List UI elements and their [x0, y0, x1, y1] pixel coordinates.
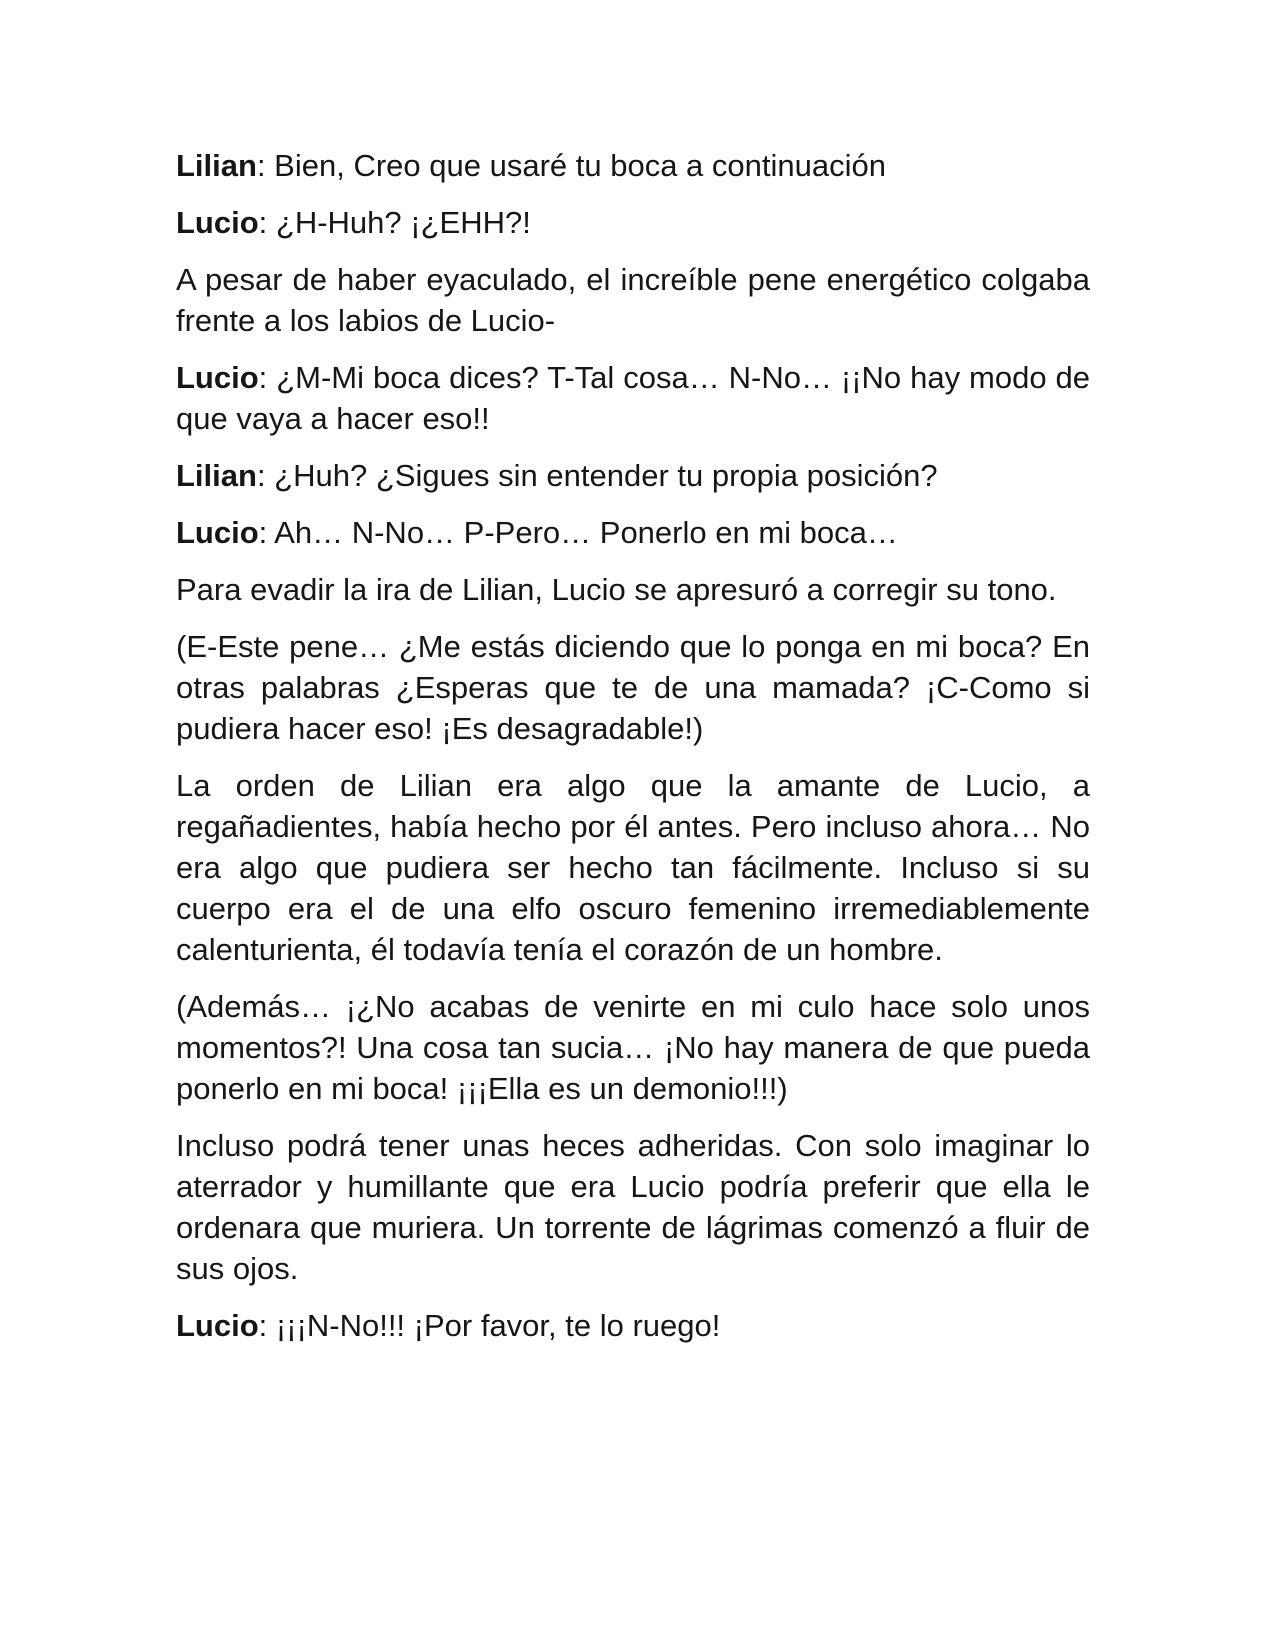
speaker-name: Lucio: [176, 1308, 259, 1343]
dialogue-text: : ¡¡¡N-No!!! ¡Por favor, te lo ruego!: [258, 1308, 721, 1343]
dialogue-text: : ¿Huh? ¿Sigues sin entender tu propia posición?: [256, 458, 938, 493]
speaker-name: Lilian: [176, 148, 257, 183]
dialogue-text: : ¿H-Huh? ¡¿EHH?!: [258, 205, 531, 240]
dialogue-line: [176, 455, 1090, 496]
speaker-name: Lucio: [176, 205, 259, 240]
narration-text: Incluso podrá tener unas heces adheridas. Con solo imaginar lo aterrador y humillante que era Lucio podría preferir que ella le ordenara que muriera. Un torrente de lágrimas comenzó a fluir de sus ojos.: [176, 1128, 1090, 1286]
narration-paragraph: [176, 259, 1090, 341]
thought-text: (Además… ¡¿No acabas de venirte en mi culo hace solo unos momentos?! Una cosa tan sucia… ¡No hay manera de que pueda ponerlo en mi boca! ¡¡¡Ella es un demonio!!!): [176, 989, 1090, 1106]
thought-text: (E-Este pene… ¿Me estás diciendo que lo ponga en mi boca? En otras palabras ¿Esperas que te de una mamada? ¡C-Como si pudiera hacer eso! ¡Es desagradable!): [176, 629, 1090, 746]
document-body: [176, 145, 1090, 1362]
narration-text: A pesar de haber eyaculado, el increíble pene energético colgaba frente a los labios de Lucio-: [176, 262, 1090, 338]
dialogue-text: : ¿M-Mi boca dices? T-Tal cosa… N-No… ¡¡No hay modo de que vaya a hacer eso!!: [176, 360, 1090, 436]
speaker-name: Lilian: [176, 458, 257, 493]
thought-paragraph: [176, 626, 1090, 749]
dialogue-line: [176, 357, 1090, 439]
narration-text: Para evadir la ira de Lilian, Lucio se apresuró a corregir su tono.: [176, 572, 1057, 607]
narration-text: La orden de Lilian era algo que la amante de Lucio, a regañadientes, había hecho por él antes. Pero incluso ahora… No era algo que pudiera ser hecho tan fácilmente. Incluso si su cuerpo era el de una elfo oscuro femenino irremediablemente calenturienta, él todavía tenía el corazón de un hombre.: [176, 768, 1090, 967]
narration-paragraph: [176, 765, 1090, 970]
narration-paragraph: [176, 569, 1090, 610]
dialogue-line: [176, 145, 1090, 186]
narration-paragraph: [176, 1125, 1090, 1289]
dialogue-line: [176, 512, 1090, 553]
thought-paragraph: [176, 986, 1090, 1109]
speaker-name: Lucio: [176, 360, 259, 395]
speaker-name: Lucio: [176, 515, 259, 550]
dialogue-text: : Bien, Creo que usaré tu boca a continuación: [256, 148, 886, 183]
dialogue-line: [176, 1305, 1090, 1346]
dialogue-line: [176, 202, 1090, 243]
dialogue-text: : Ah… N-No… P-Pero… Ponerlo en mi boca…: [258, 515, 898, 550]
